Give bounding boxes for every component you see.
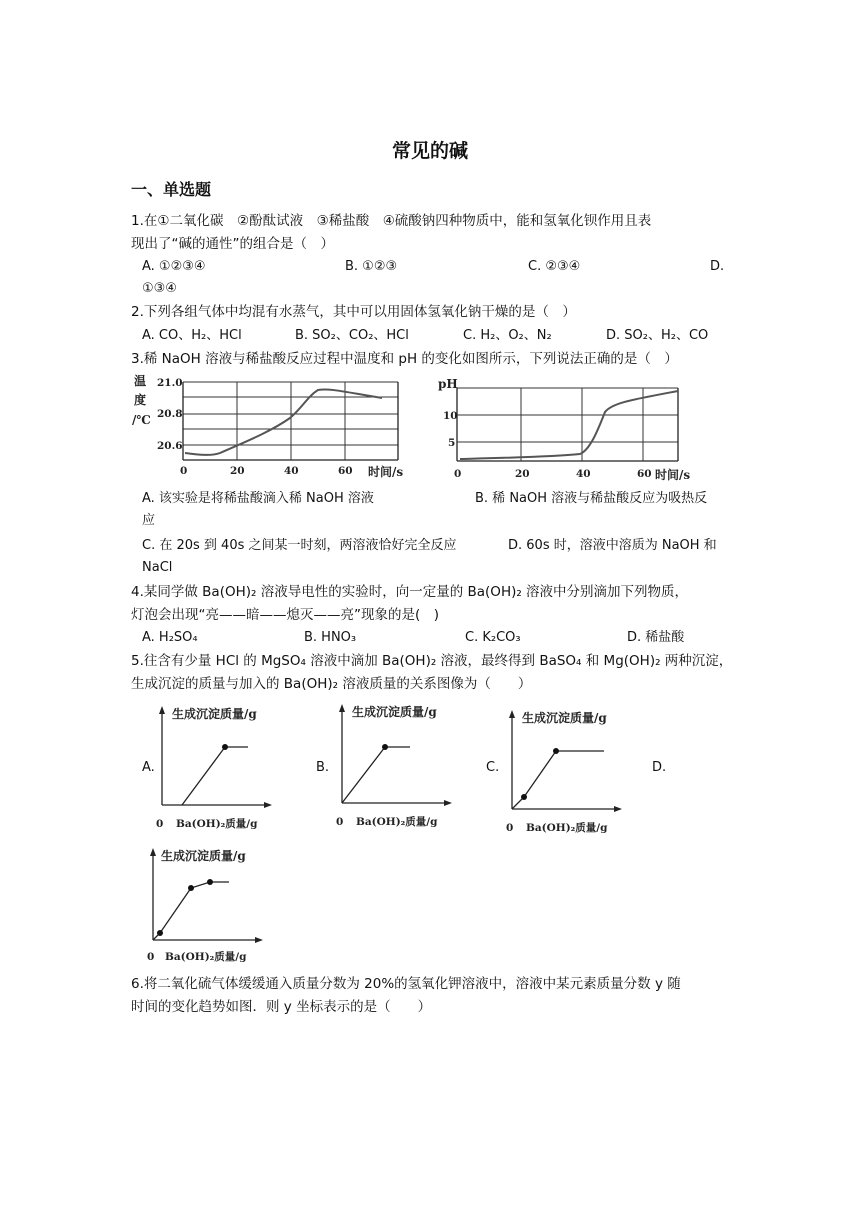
graph-a-curve [182,747,248,805]
q3-temperature-graph [130,370,410,482]
q3-option-b[interactable]: B. 稀 NaOH 溶液与稀盐酸反应为吸热反 [475,491,708,506]
graph-d-xlabel: Ba(OH)₂质量/g [165,951,247,963]
q1-option-c[interactable]: C. ②③④ [528,259,581,274]
temp-ytick-21.0: 21.0 [157,377,183,389]
q1-stem-line1: 1.在①二氧化碳 ②酚酞试液 ③稀盐酸 ④硫酸钠四种物质中，能和氢氧化钡作用且表 [131,213,652,229]
graph-b-curve [342,747,410,803]
graph-a-origin: 0 [156,818,164,830]
graph-c-y-arrow [509,710,515,718]
q4-stem-line1: 4.某同学做 Ba(OH)₂ 溶液导电性的实验时，向一定量的 Ba(OH)₂ 溶液中分别滴加下列物质， [131,584,689,600]
q3-option-d[interactable]: D. 60s 时，溶液中溶质为 NaOH 和 [508,538,717,553]
q1-option-a[interactable]: A. ①②③④ [142,259,206,274]
temp-ylabel-3: /℃ [132,413,151,427]
graph-d-x-arrow [255,937,263,943]
graph-c-ylabel: 生成沉淀质量/g [522,711,607,725]
q5-graph-d [141,842,271,977]
graph-c-x-arrow [614,806,622,812]
q2-option-d[interactable]: D. SO₂、H₂、CO [606,328,709,343]
graph-b-ylabel: 生成沉淀质量/g [352,705,437,719]
q3-option-d-cont: NaCl [142,560,173,575]
q1-option-d-cont: ①③④ [142,281,177,296]
ph-ylabel: pH [438,377,458,391]
graph-d-origin: 0 [147,951,155,963]
graph-d-y-arrow [150,848,156,856]
ph-ytick-10: 10 [443,410,458,422]
graph-d-point-3 [207,879,213,885]
q1-option-b[interactable]: B. ①②③ [345,259,398,274]
temp-xtick-0: 0 [180,465,188,477]
q3-ph-graph [430,370,710,485]
ph-xtick-0: 0 [454,468,462,480]
ph-xtick-20: 20 [515,468,530,480]
graph-b-xlabel: Ba(OH)₂质量/g [356,816,438,828]
temp-xtick-40: 40 [284,465,299,477]
q5-option-c[interactable]: C. [486,760,500,775]
graph-d-point-1 [157,930,163,936]
ph-ytick-5: 5 [448,437,456,449]
graph-c-point-2 [553,748,559,754]
q3-option-a[interactable]: A. 该实验是将稀盐酸滴入稀 NaOH 溶液 [142,491,374,506]
q2-option-a[interactable]: A. CO、H₂、HCl [142,328,242,343]
q3-stem: 3.稀 NaOH 溶液与稀盐酸反应过程中温度和 pH 的变化如图所示，下列说法正确的是（ ） [131,351,678,367]
q5-option-a[interactable]: A. [142,760,155,775]
page-title: 常见的碱 [391,140,468,162]
ph-curve [460,391,678,459]
graph-c-xlabel: Ba(OH)₂质量/g [526,822,608,834]
graph-c-point-1 [521,794,527,800]
graph-c-curve [512,751,604,809]
q5-graph-c [500,704,630,839]
q1-stem-line2: 现出了“碱的通性”的组合是（ ） [131,236,334,252]
section-heading: 一、单选题 [131,180,212,199]
graph-d-point-2 [188,885,194,891]
ph-xtick-40: 40 [576,468,591,480]
q6-stem-line1: 6.将二氧化硫气体缓缓通入质量分数为 20%的氢氧化钾溶液中，溶液中某元素质量分数 y 随 [131,976,681,992]
q3-option-c[interactable]: C. 在 20s 到 40s 之间某一时刻，两溶液恰好完全反应 [142,538,457,553]
q2-option-c[interactable]: C. H₂、O₂、N₂ [463,328,552,343]
temp-ytick-20.8: 20.8 [157,408,183,420]
q4-option-a[interactable]: A. H₂SO₄ [142,630,198,645]
graph-a-point [222,744,228,750]
graph-d-ylabel: 生成沉淀质量/g [161,849,246,863]
q5-graph-b [330,698,460,833]
temp-ytick-20.6: 20.6 [157,440,183,452]
q5-stem-line2: 生成沉淀的质量与加入的 Ba(OH)₂ 溶液质量的关系图像为（ ） [131,676,532,692]
q3-option-b-cont: 应 [142,513,156,528]
q4-stem-line2: 灯泡会出现“亮——暗——熄灭——亮”现象的是( ) [131,607,440,623]
graph-b-point [382,744,388,750]
temp-xtick-60: 60 [338,465,353,477]
graph-c-origin: 0 [506,822,514,834]
temp-xtick-20: 20 [230,465,245,477]
graph-a-ylabel: 生成沉淀质量/g [172,707,257,721]
q2-stem: 2.下列各组气体中均混有水蒸气，其中可以用固体氢氧化钠干燥的是（ ） [131,304,576,320]
q5-graph-a [150,700,280,835]
q5-stem-line1: 5.往含有少量 HCl 的 MgSO₄ 溶液中滴加 Ba(OH)₂ 溶液，最终得到 BaSO₄ 和 Mg(OH)₂ 两种沉淀， [131,653,733,669]
graph-b-x-arrow [444,800,452,806]
temp-ylabel-2: 度 [134,393,147,407]
q4-option-b[interactable]: B. HNO₃ [304,630,357,645]
q4-option-c[interactable]: C. K₂CO₃ [465,630,521,645]
graph-b-y-arrow [339,704,345,712]
graph-a-x-arrow [264,802,272,808]
q5-option-d[interactable]: D. [652,760,667,775]
graph-a-y-arrow [159,706,165,714]
graph-b-origin: 0 [336,816,344,828]
temp-ylabel-1: 温 [134,374,147,388]
q1-option-d[interactable]: D. [710,259,725,274]
ph-xlabel: 时间/s [655,468,691,482]
q5-option-b[interactable]: B. [316,760,330,775]
q6-stem-line2: 时间的变化趋势如图．则 y 坐标表示的是（ ） [131,999,432,1015]
graph-a-xlabel: Ba(OH)₂质量/g [176,818,258,830]
q2-option-b[interactable]: B. SO₂、CO₂、HCl [295,328,409,343]
temp-xlabel: 时间/s [368,465,404,479]
ph-xtick-60: 60 [637,468,652,480]
q4-option-d[interactable]: D. 稀盐酸 [627,630,685,645]
